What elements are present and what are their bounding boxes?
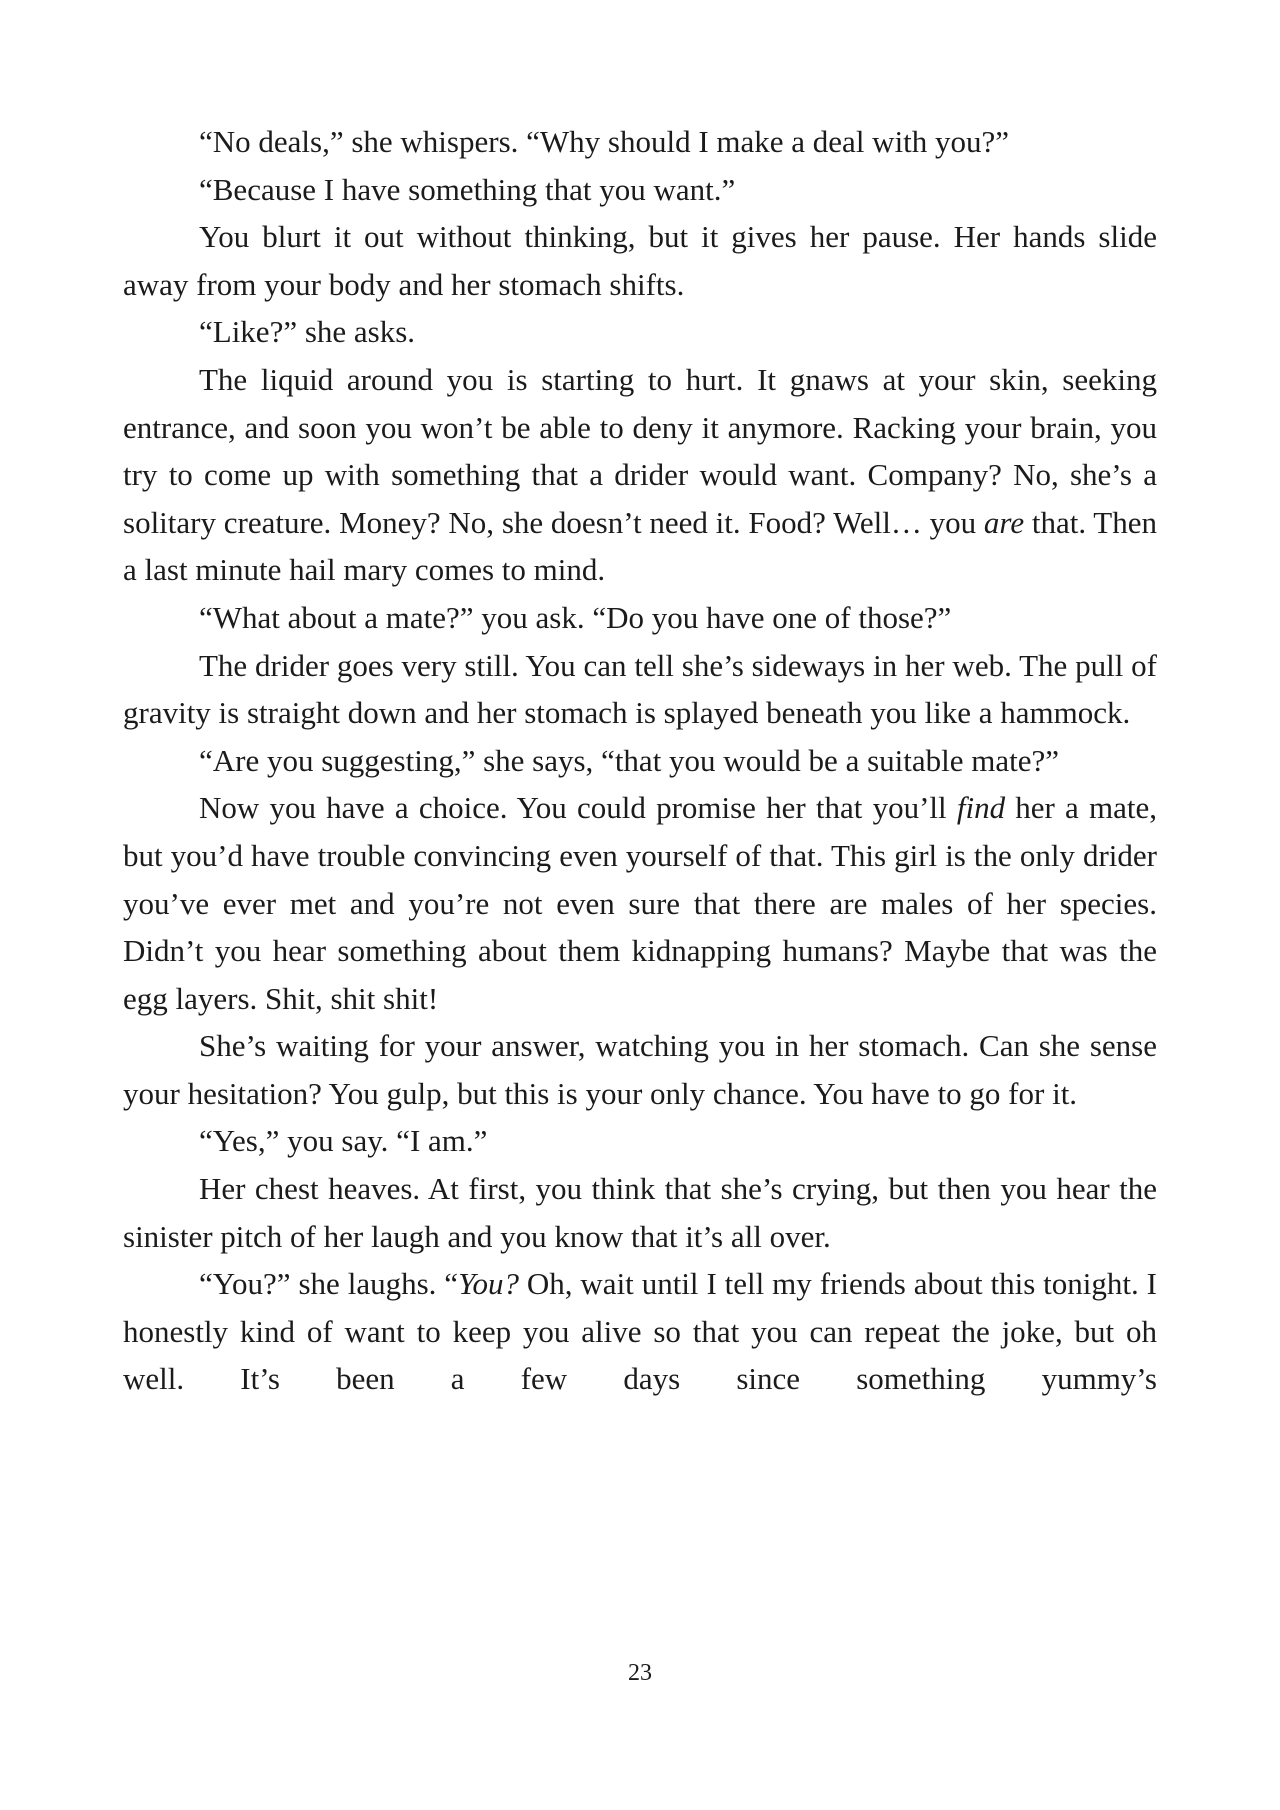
paragraph: “No deals,” she whispers. “Why should I make a deal with you?”	[199, 124, 1010, 159]
paragraph: She’s waiting for your answer, watching you in her stomach. Can she sense your hesitation? You gulp, but this is your only chance. You have to go for it.	[123, 1028, 1157, 1111]
paragraph: Now you have a choice. You could promise her that you’ll find her a mate, but you’d have trouble convincing even yourself of that. This girl is the only drider you’ve ever met and you’re not even sure that there are males of her species. Didn’t you hear something about them kidnapping humans? Maybe that was the egg layers. Shit, shit shit!	[123, 790, 1157, 1016]
paragraph: “Like?” she asks.	[199, 314, 416, 350]
body-text	[123, 118, 1157, 1403]
page-number: 23	[628, 1660, 652, 1686]
paragraph: “Because I have something that you want.”	[199, 171, 736, 207]
paragraph: The drider goes very still. You can tell she’s sideways in her web. The pull of gravity is straight down and her stomach is splayed beneath you like a hammock.	[123, 647, 1157, 731]
paragraph: “Yes,” you say. “I am.”	[199, 1123, 488, 1159]
paragraph: “Are you suggesting,” she says, “that you would be a suitable mate?”	[199, 742, 1060, 778]
emphasis: find	[956, 790, 1006, 826]
paragraph: The liquid around you is starting to hurt. It gnaws at your skin, seeking entrance, and soon you won’t be able to deny it anymore. Racking your brain, you try to come up with something that a drider would want. Company? No, she’s a solitary creature. Money? No, she doesn’t need it. Food? Well… you are that. Then a last minute hail mary comes to mind.	[123, 361, 1157, 588]
paragraph: “You?” she laughs. “You? Oh, wait until I tell my friends about this tonight. I honestly kind of want to keep you alive so that you can repeat the joke, but oh well. It’s been a few days since something yummy’s	[123, 1266, 1157, 1397]
emphasis: You?	[458, 1266, 519, 1302]
paragraph: “What about a mate?” you ask. “Do you have one of those?”	[199, 599, 952, 635]
emphasis: are	[983, 504, 1025, 540]
paragraph: Her chest heaves. At first, you think that she’s crying, but then you hear the sinister pitch of her laugh and you know that it’s all over.	[123, 1171, 1157, 1254]
paragraph: You blurt it out without thinking, but it gives her pause. Her hands slide away from your body and her stomach shifts.	[123, 219, 1157, 302]
